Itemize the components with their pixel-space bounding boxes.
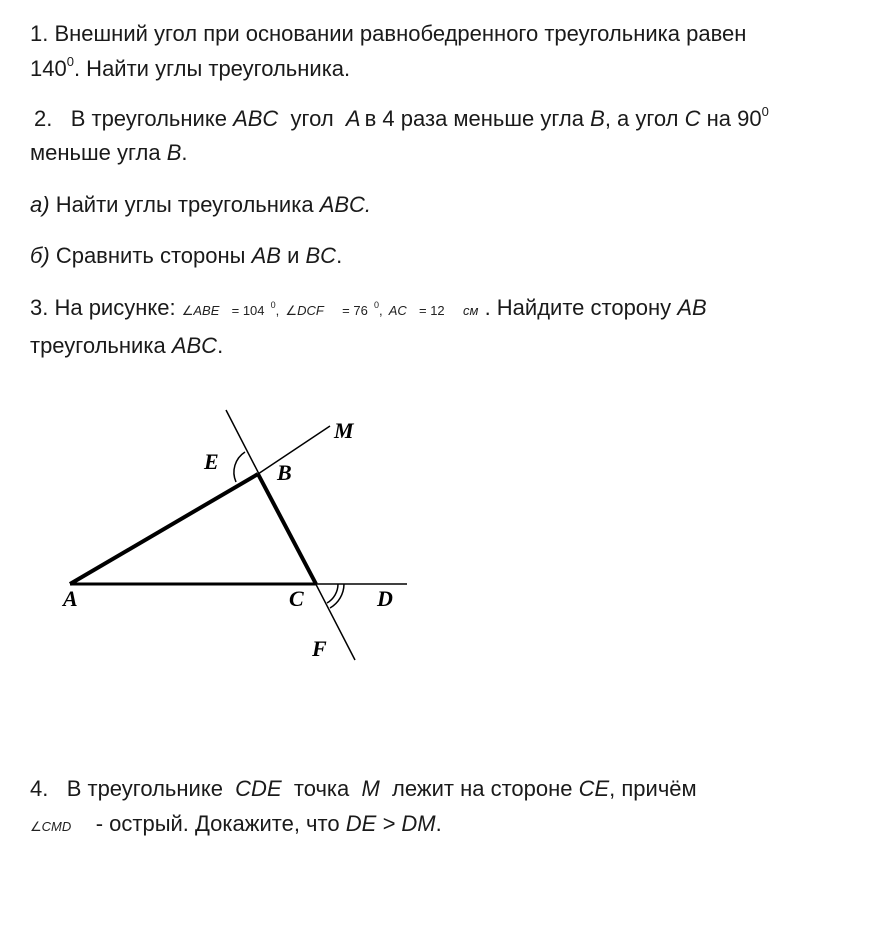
problem-2-text: , а угол bbox=[604, 106, 679, 131]
side-bc-line bbox=[258, 474, 316, 584]
triangle-name: ABC bbox=[233, 106, 279, 131]
unit: см bbox=[463, 303, 479, 318]
problem-4-text: , причём bbox=[609, 776, 697, 801]
period: . bbox=[435, 811, 442, 836]
part-b-text: Сравнить стороны bbox=[55, 243, 246, 268]
problem-2-number: 2. bbox=[34, 106, 53, 131]
part-b-label: б) bbox=[30, 243, 50, 268]
problem-4-line-1 bbox=[30, 773, 697, 805]
side-ab: AB bbox=[677, 295, 707, 320]
label-a: A bbox=[63, 586, 78, 611]
vertex-b: B bbox=[590, 106, 605, 131]
label-b: B bbox=[277, 460, 292, 485]
problem-2-text: В треугольнике bbox=[70, 106, 227, 131]
problem-4-text: - острый. Докажите, что bbox=[95, 811, 340, 836]
problem-1-tail: . Найти углы треугольника. bbox=[73, 56, 351, 81]
part-a-label: а) bbox=[30, 192, 50, 217]
degree-value: 140 bbox=[30, 56, 67, 81]
problem-2-text: в 4 раза меньше угла bbox=[364, 106, 584, 131]
vertex-c: C bbox=[684, 106, 701, 131]
problem-3-lead: 3. На рисунке: bbox=[30, 295, 176, 320]
vertex-a: A bbox=[345, 106, 361, 131]
problem-4-text: В треугольнике bbox=[66, 776, 223, 801]
point-m: M bbox=[361, 776, 380, 801]
comma: , bbox=[275, 303, 280, 318]
label-d: D bbox=[377, 586, 393, 611]
part-a-text: Найти углы треугольника bbox=[55, 192, 314, 217]
angle-arc-abe bbox=[234, 452, 245, 482]
angle-cmd: ∠CMD bbox=[30, 819, 72, 834]
label-e: E bbox=[204, 449, 219, 474]
degree-sup: 0 bbox=[373, 300, 379, 310]
period: . bbox=[217, 333, 224, 358]
triangle-name: ABC. bbox=[319, 192, 372, 217]
problem-4-text: точка bbox=[293, 776, 350, 801]
vertex-b: B bbox=[166, 140, 182, 165]
segment-ac-value: = 12 bbox=[419, 303, 445, 318]
conjunction: и bbox=[287, 243, 300, 268]
problem-3-text: . Найдите сторону bbox=[484, 295, 672, 320]
problem-2-text: меньше угла bbox=[30, 140, 161, 165]
problem-1-text: 1. Внешний угол при основании равнобедренного треугольника равен bbox=[30, 21, 747, 46]
problem-2-text: на 90 bbox=[706, 106, 762, 131]
side-bc: BC bbox=[305, 243, 337, 268]
triangle-name: CDE bbox=[235, 776, 282, 801]
comma: , bbox=[378, 303, 383, 318]
side-ce: CE bbox=[578, 776, 610, 801]
label-m: M bbox=[334, 418, 354, 443]
line-bm bbox=[258, 426, 330, 474]
period: . bbox=[336, 243, 343, 268]
angle-dcf: ∠DCF bbox=[285, 303, 324, 318]
side-ab-line bbox=[70, 474, 258, 584]
label-c: C bbox=[289, 586, 304, 611]
problem-4-text: лежит на стороне bbox=[392, 776, 573, 801]
angle-arc-dcf-inner bbox=[327, 584, 338, 603]
label-f: F bbox=[312, 636, 327, 661]
angle-dcf-value: = 76 bbox=[342, 303, 368, 318]
triangle-name: ABC bbox=[171, 333, 218, 358]
inequality: DE > DM bbox=[345, 811, 436, 836]
problem-2-text: угол bbox=[290, 106, 334, 131]
problem-4-line-2 bbox=[30, 808, 442, 843]
degree-sup: 0 bbox=[66, 54, 74, 69]
problem-4-number: 4. bbox=[30, 776, 49, 801]
degree-sup: 0 bbox=[761, 104, 769, 119]
angle-abe-value: = 104 bbox=[231, 303, 265, 318]
degree-sup: 0 bbox=[270, 300, 276, 310]
period: . bbox=[181, 140, 188, 165]
side-ab: AB bbox=[251, 243, 281, 268]
angle-abe: ∠ABE bbox=[181, 303, 220, 318]
segment-ac: AC bbox=[388, 303, 407, 318]
problem-3-text: треугольника bbox=[30, 333, 166, 358]
